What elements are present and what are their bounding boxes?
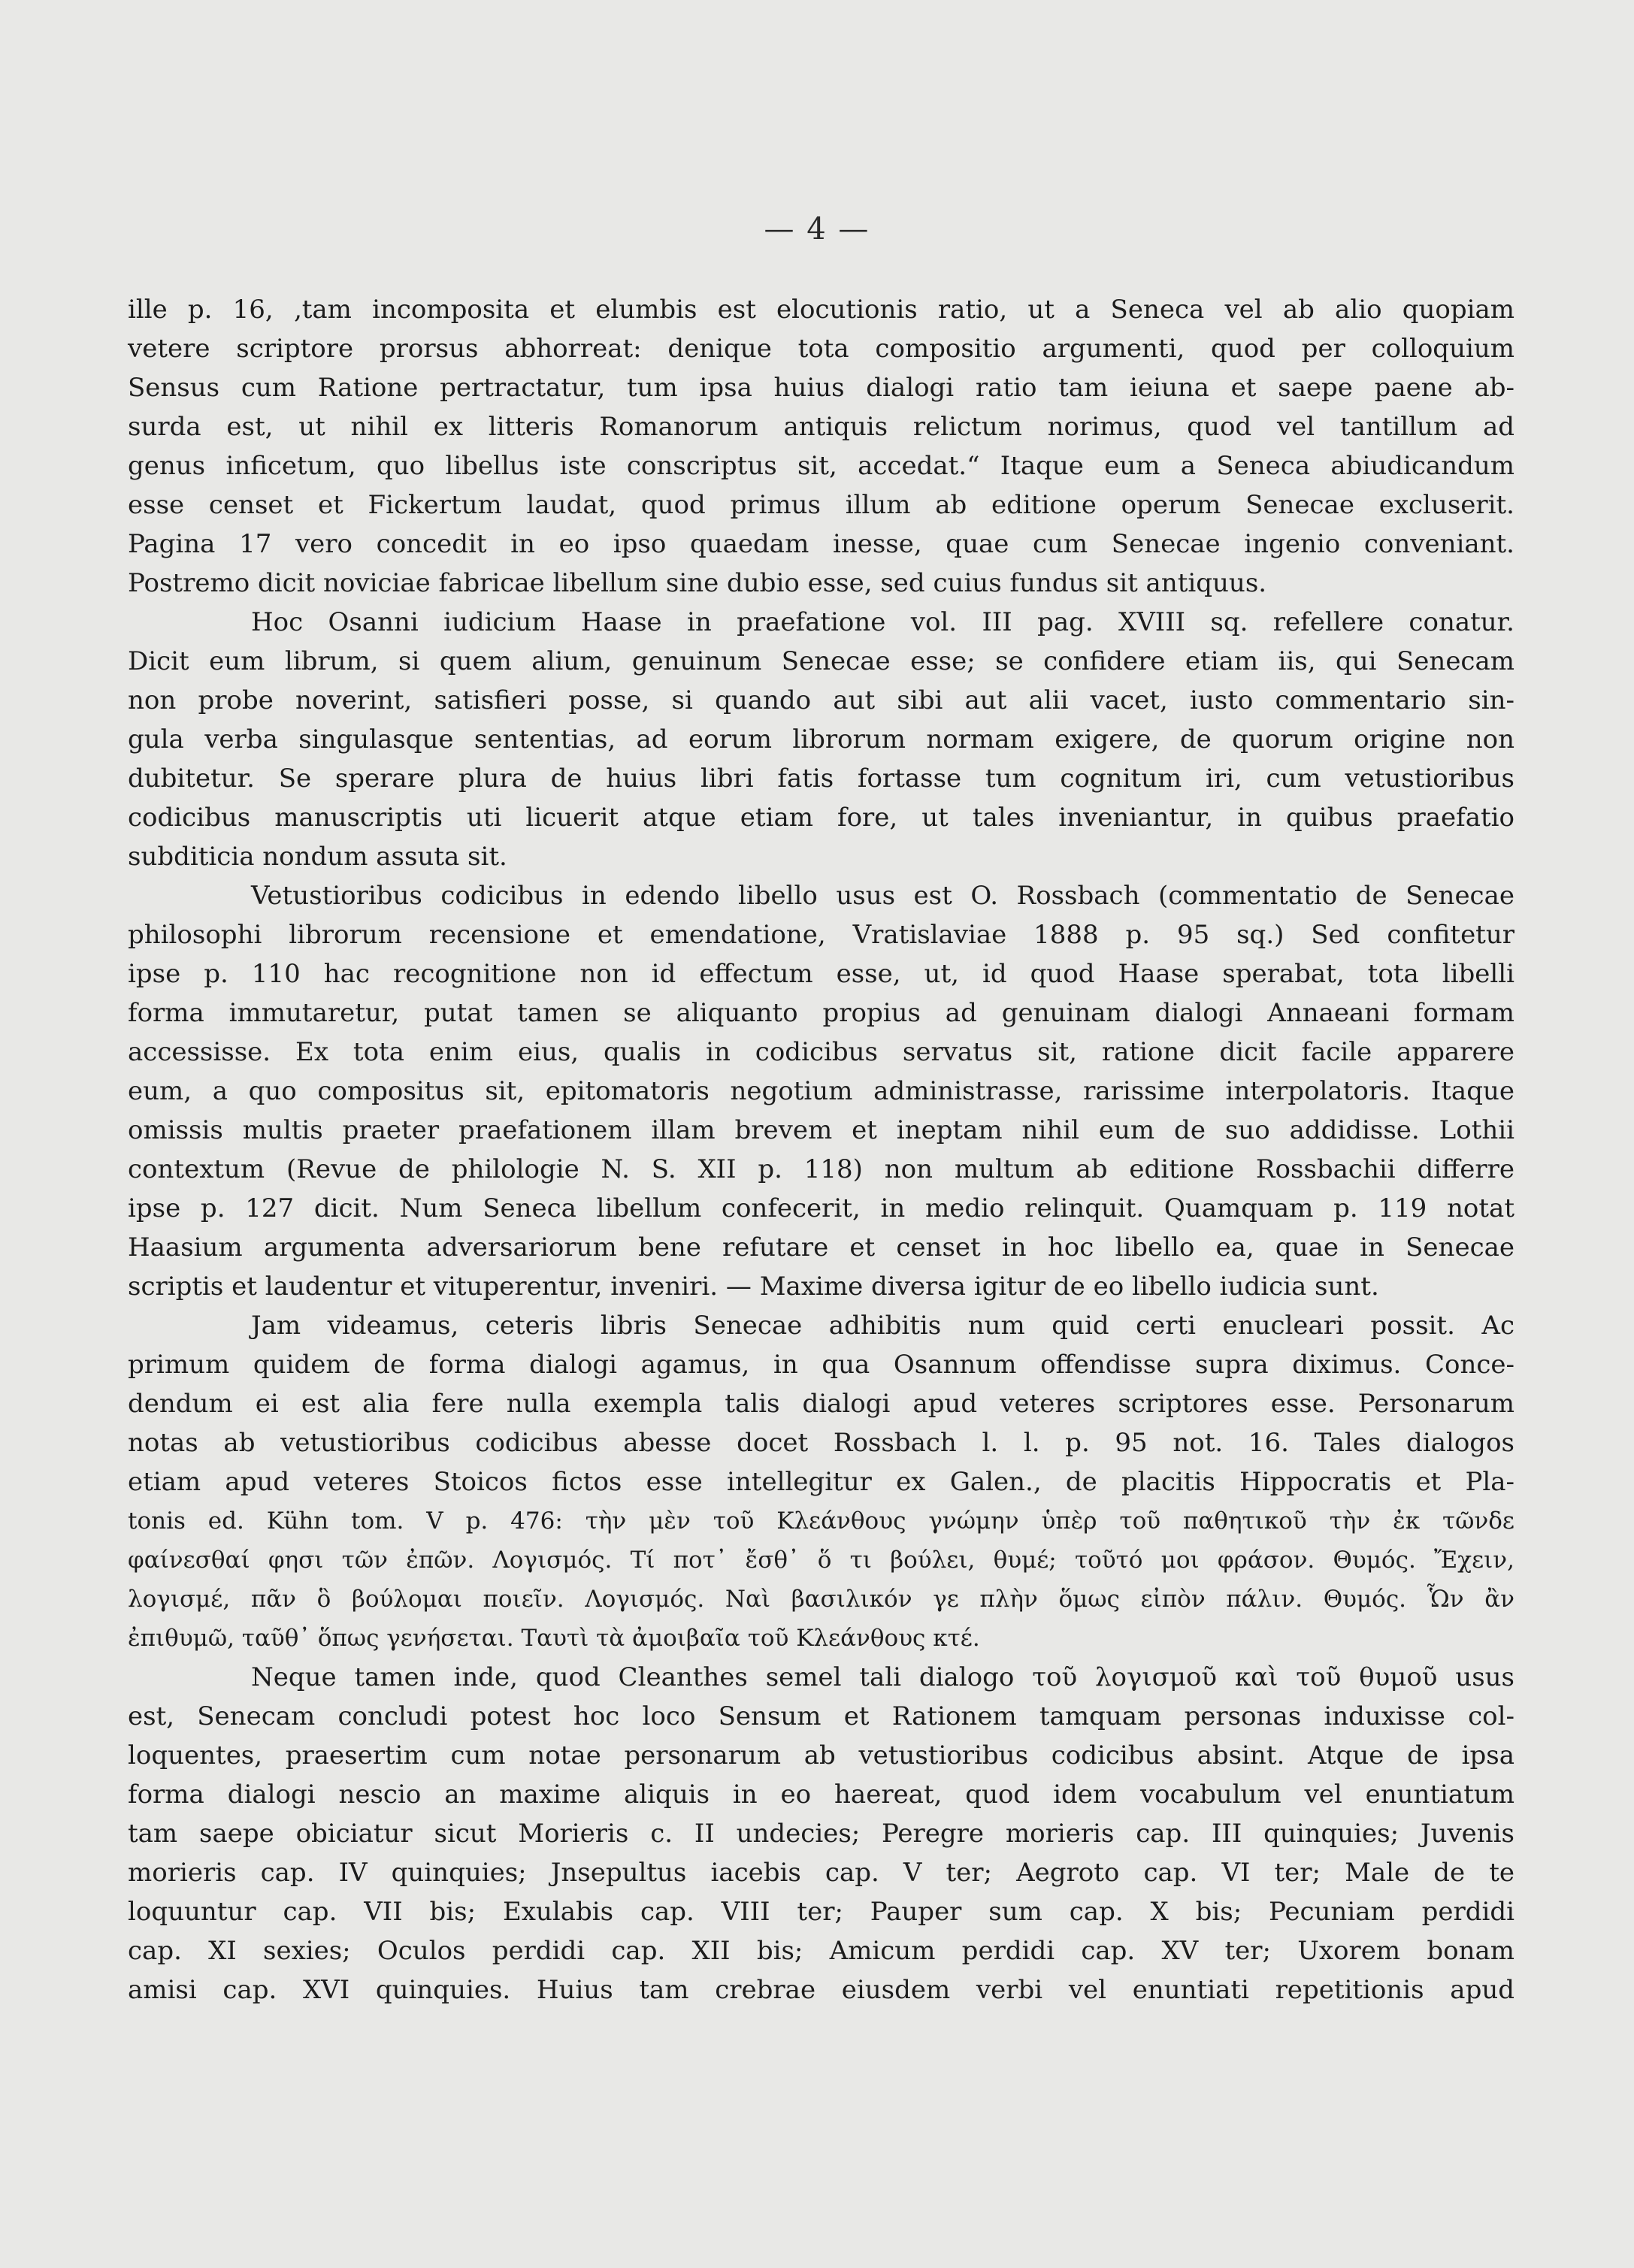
text-line: ἐπιθυμῶ, ταῦθ᾽ ὅπως γενήσεται. Ταυτὶ τὰ ἀμοιβαῖα τοῦ Κλεάνθους κτέ. [128, 1625, 980, 1652]
text-line: λογισμέ, πᾶν ὃ βούλομαι ποιεῖν. Λογισμός. Ναὶ βασιλικόν γε πλὴν ὅμως εἰπὸν πάλιν. Θυμός. Ὧν ἂν [128, 1586, 1514, 1613]
text-line: gula verba singulasque sententias, ad eorum librorum normam exigere, de quorum origine non [128, 724, 1514, 754]
text-line: Postremo dicit noviciae fabricae libellum sine dubio esse, sed cuius fundus sit antiquus. [128, 568, 1267, 598]
text-line: tam saepe obiciatur sicut Morieris c. II undecies; Peregre morieris cap. III quinquies; Juvenis [128, 1819, 1514, 1849]
page-number: — 4 — [764, 212, 870, 246]
text-line: Neque tamen inde, quod Cleanthes semel tali dialogo τοῦ λογισμοῦ καὶ τοῦ θυμοῦ usus [251, 1662, 1514, 1692]
text-line: etiam apud veteres Stoicos fictos esse intellegitur ex Galen., de placitis Hippocratis et Pla- [128, 1467, 1514, 1497]
text-line: forma dialogi nescio an maxime aliquis in eo haereat, quod idem vocabulum vel enuntiatum [128, 1780, 1514, 1810]
text-line: amisi cap. XVI quinquies. Huius tam crebrae eiusdem verbi vel enuntiati repetitionis apud [128, 1975, 1514, 2005]
text-line: Sensus cum Ratione pertractatur, tum ipsa huius dialogi ratio tam ieiuna et saepe paene ab- [128, 373, 1514, 403]
text-line: cap. XI sexies; Oculos perdidi cap. XII bis; Amicum perdidi cap. XV ter; Uxorem bonam [128, 1936, 1514, 1966]
text-line: dubitetur. Se sperare plura de huius libri fatis fortasse tum cognitum iri, cum vetustioribus [128, 764, 1514, 794]
text-line: Vetustioribus codicibus in edendo libello usus est O. Rossbach (commentatio de Senecae [251, 881, 1514, 911]
text-line: non probe noverint, satisfieri posse, si quando aut sibi aut alii vacet, iusto commentario sin- [128, 685, 1514, 715]
text-line: contextum (Revue de philologie N. S. XII p. 118) non multum ab editione Rossbachii differre [128, 1154, 1514, 1184]
text-line: scriptis et laudentur et vituperentur, inveniri. — Maxime diversa igitur de eo libello iudicia sunt. [128, 1272, 1379, 1302]
text-line: est, Senecam concludi potest hoc loco Sensum et Rationem tamquam personas induxisse col- [128, 1701, 1514, 1731]
text-line: ipse p. 110 hac recognitione non id effectum esse, ut, id quod Haase sperabat, tota libelli [128, 959, 1514, 989]
text-line: codicibus manuscriptis uti licuerit atque etiam fore, ut tales inveniantur, in quibus praefatio [128, 803, 1514, 833]
text-line: Jam videamus, ceteris libris Senecae adhibitis num quid certi enucleari possit. Ac [251, 1311, 1514, 1341]
text-line: genus inficetum, quo libellus iste conscriptus sit, accedat.“ Itaque eum a Seneca abiudicandum [128, 451, 1514, 481]
text-line: dendum ei est alia fere nulla exempla talis dialogi apud veteres scriptores esse. Personarum [128, 1389, 1514, 1419]
text-line: vetere scriptore prorsus abhorreat: denique tota compositio argumenti, quod per colloquium [128, 334, 1514, 364]
text-line: eum, a quo compositus sit, epitomatoris negotium administrasse, rarissime interpolatoris. Itaque [128, 1076, 1514, 1106]
text-line: subditicia nondum assuta sit. [128, 842, 507, 872]
text-line: forma immutaretur, putat tamen se aliquanto propius ad genuinam dialogi Annaeani formam [128, 998, 1514, 1028]
text-line: ille p. 16, ‚tam incomposita et elumbis est elocutionis ratio, ut a Seneca vel ab alio quopiam [128, 295, 1514, 325]
text-line: Haasium argumenta adversariorum bene refutare et censet in hoc libello ea, quae in Senecae [128, 1232, 1514, 1263]
text-line: accessisse. Ex tota enim eius, qualis in codicibus servatus sit, ratione dicit facile apparere [128, 1037, 1514, 1067]
text-line: ipse p. 127 dicit. Num Seneca libellum confecerit, in medio relinquit. Quamquam p. 119 notat [128, 1193, 1514, 1223]
text-line: esse censet et Fickertum laudat, quod primus illum ab editione operum Senecae excluserit. [128, 490, 1514, 520]
text-line: Dicit eum librum, si quem alium, genuinum Senecae esse; se confidere etiam iis, qui Senecam [128, 646, 1514, 676]
text-line: loquentes, praesertim cum notae personarum ab vetustioribus codicibus absint. Atque de ipsa [128, 1740, 1514, 1771]
text-line: Hoc Osanni iudicium Haase in praefatione vol. III pag. XVIII sq. refellere conatur. [251, 607, 1514, 637]
text-line: Pagina 17 vero concedit in eo ipso quaedam inesse, quae cum Senecae ingenio conveniant. [128, 529, 1514, 559]
text-line: notas ab vetustioribus codicibus abesse docet Rossbach l. l. p. 95 not. 16. Tales dialogos [128, 1428, 1514, 1458]
body-text [128, 290, 1514, 2009]
text-line: surda est, ut nihil ex litteris Romanorum antiquis relictum norimus, quod vel tantillum ad [128, 412, 1514, 442]
text-line: morieris cap. IV quinquies; Jnsepultus iacebis cap. V ter; Aegroto cap. VI ter; Male de te [128, 1858, 1514, 1888]
text-line: philosophi librorum recensione et emendatione, Vratislaviae 1888 p. 95 sq.) Sed confitetur [128, 920, 1514, 950]
text-line: φαίνεσθαί φησι τῶν ἐπῶν. Λογισμός. Τί ποτ᾽ ἔσθ᾽ ὅ τι βούλει, θυμέ; τοῦτό μοι φράσον. Θυμός. Ἔχειν, [128, 1547, 1514, 1574]
text-line: loquuntur cap. VII bis; Exulabis cap. VIII ter; Pauper sum cap. X bis; Pecuniam perdidi [128, 1897, 1514, 1927]
text-line: tonis ed. Kühn tom. V p. 476: τὴν μὲν τοῦ Κλεάνθους γνώμην ὑπὲρ τοῦ παθητικοῦ τὴν ἐκ τῶνδε [128, 1507, 1514, 1535]
text-line: omissis multis praeter praefationem illam brevem et ineptam nihil eum de suo addidisse. Lothii [128, 1115, 1514, 1145]
text-line: primum quidem de forma dialogi agamus, in qua Osannum offendisse supra diximus. Conce- [128, 1350, 1514, 1380]
